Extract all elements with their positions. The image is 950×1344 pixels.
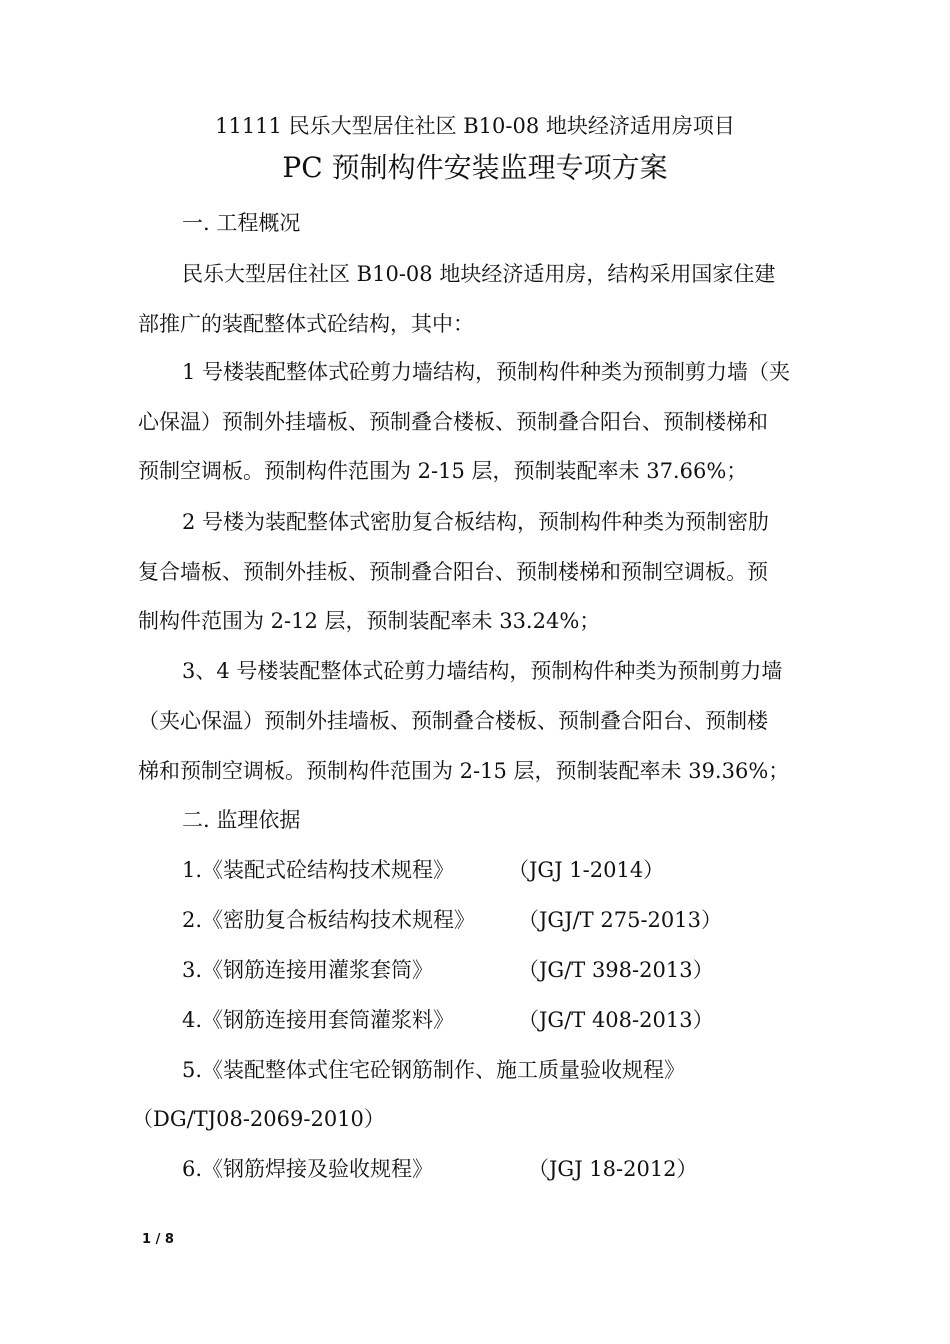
section-heading-overview: 一. 工程概况	[182, 211, 301, 235]
reference-name: 4.《钢筋连接用套筒灌浆料》	[182, 1008, 455, 1032]
paragraph-line: 部推广的装配整体式砼结构，其中：	[138, 312, 474, 336]
reference-name: 5.《装配整体式住宅砼钢筋制作、施工质量验收规程》	[182, 1058, 686, 1082]
reference-name: 3.《钢筋连接用灌浆套筒》	[182, 958, 434, 982]
reference-name: 2.《密肋复合板结构技术规程》	[182, 908, 476, 932]
paragraph-line: （夹心保温）预制外挂墙板、预制叠合楼板、预制叠合阳台、预制楼	[138, 709, 768, 733]
paragraph-line: 心保温）预制外挂墙板、预制叠合楼板、预制叠合阳台、预制楼梯和	[138, 410, 768, 434]
document-title-line1: 11111 民乐大型居住社区 B10-08 地块经济适用房项目	[215, 114, 735, 138]
page-number: 1 / 8	[142, 1232, 174, 1247]
reference-name: 1.《装配式砼结构技术规程》	[182, 858, 455, 882]
document-title-line2: PC 预制构件安装监理专项方案	[282, 151, 668, 184]
paragraph-line: 预制空调板。预制构件范围为 2-15 层，预制装配率未 37.66%；	[138, 459, 748, 483]
reference-code: （JGJ 18-2012）	[528, 1157, 698, 1181]
reference-code: （JGJ 1-2014）	[508, 858, 665, 882]
paragraph-line: 3、4 号楼装配整体式砼剪力墙结构，预制构件种类为预制剪力墙	[182, 659, 783, 683]
reference-code: （JGJ/T 275-2013）	[518, 908, 722, 932]
reference-code: （JG/T 408-2013）	[518, 1008, 714, 1032]
reference-name: 6.《钢筋焊接及验收规程》	[182, 1157, 434, 1181]
section-heading-basis: 二. 监理依据	[182, 808, 301, 832]
reference-code: （JG/T 398-2013）	[518, 958, 714, 982]
paragraph-line: 民乐大型居住社区 B10-08 地块经济适用房，结构采用国家住建	[182, 262, 776, 286]
paragraph-line: 2 号楼为装配整体式密肋复合板结构，预制构件种类为预制密肋	[182, 510, 770, 534]
paragraph-line: 梯和预制空调板。预制构件范围为 2-15 层，预制装配率未 39.36%；	[138, 759, 790, 783]
paragraph-line: 复合墙板、预制外挂板、预制叠合阳台、预制楼梯和预制空调板。预	[138, 560, 768, 584]
paragraph-line: 1 号楼装配整体式砼剪力墙结构，预制构件种类为预制剪力墙（夹	[182, 360, 791, 384]
reference-code: （DG/TJ08-2069-2010）	[132, 1107, 385, 1131]
paragraph-line: 制构件范围为 2-12 层，预制装配率未 33.24%；	[138, 609, 601, 633]
